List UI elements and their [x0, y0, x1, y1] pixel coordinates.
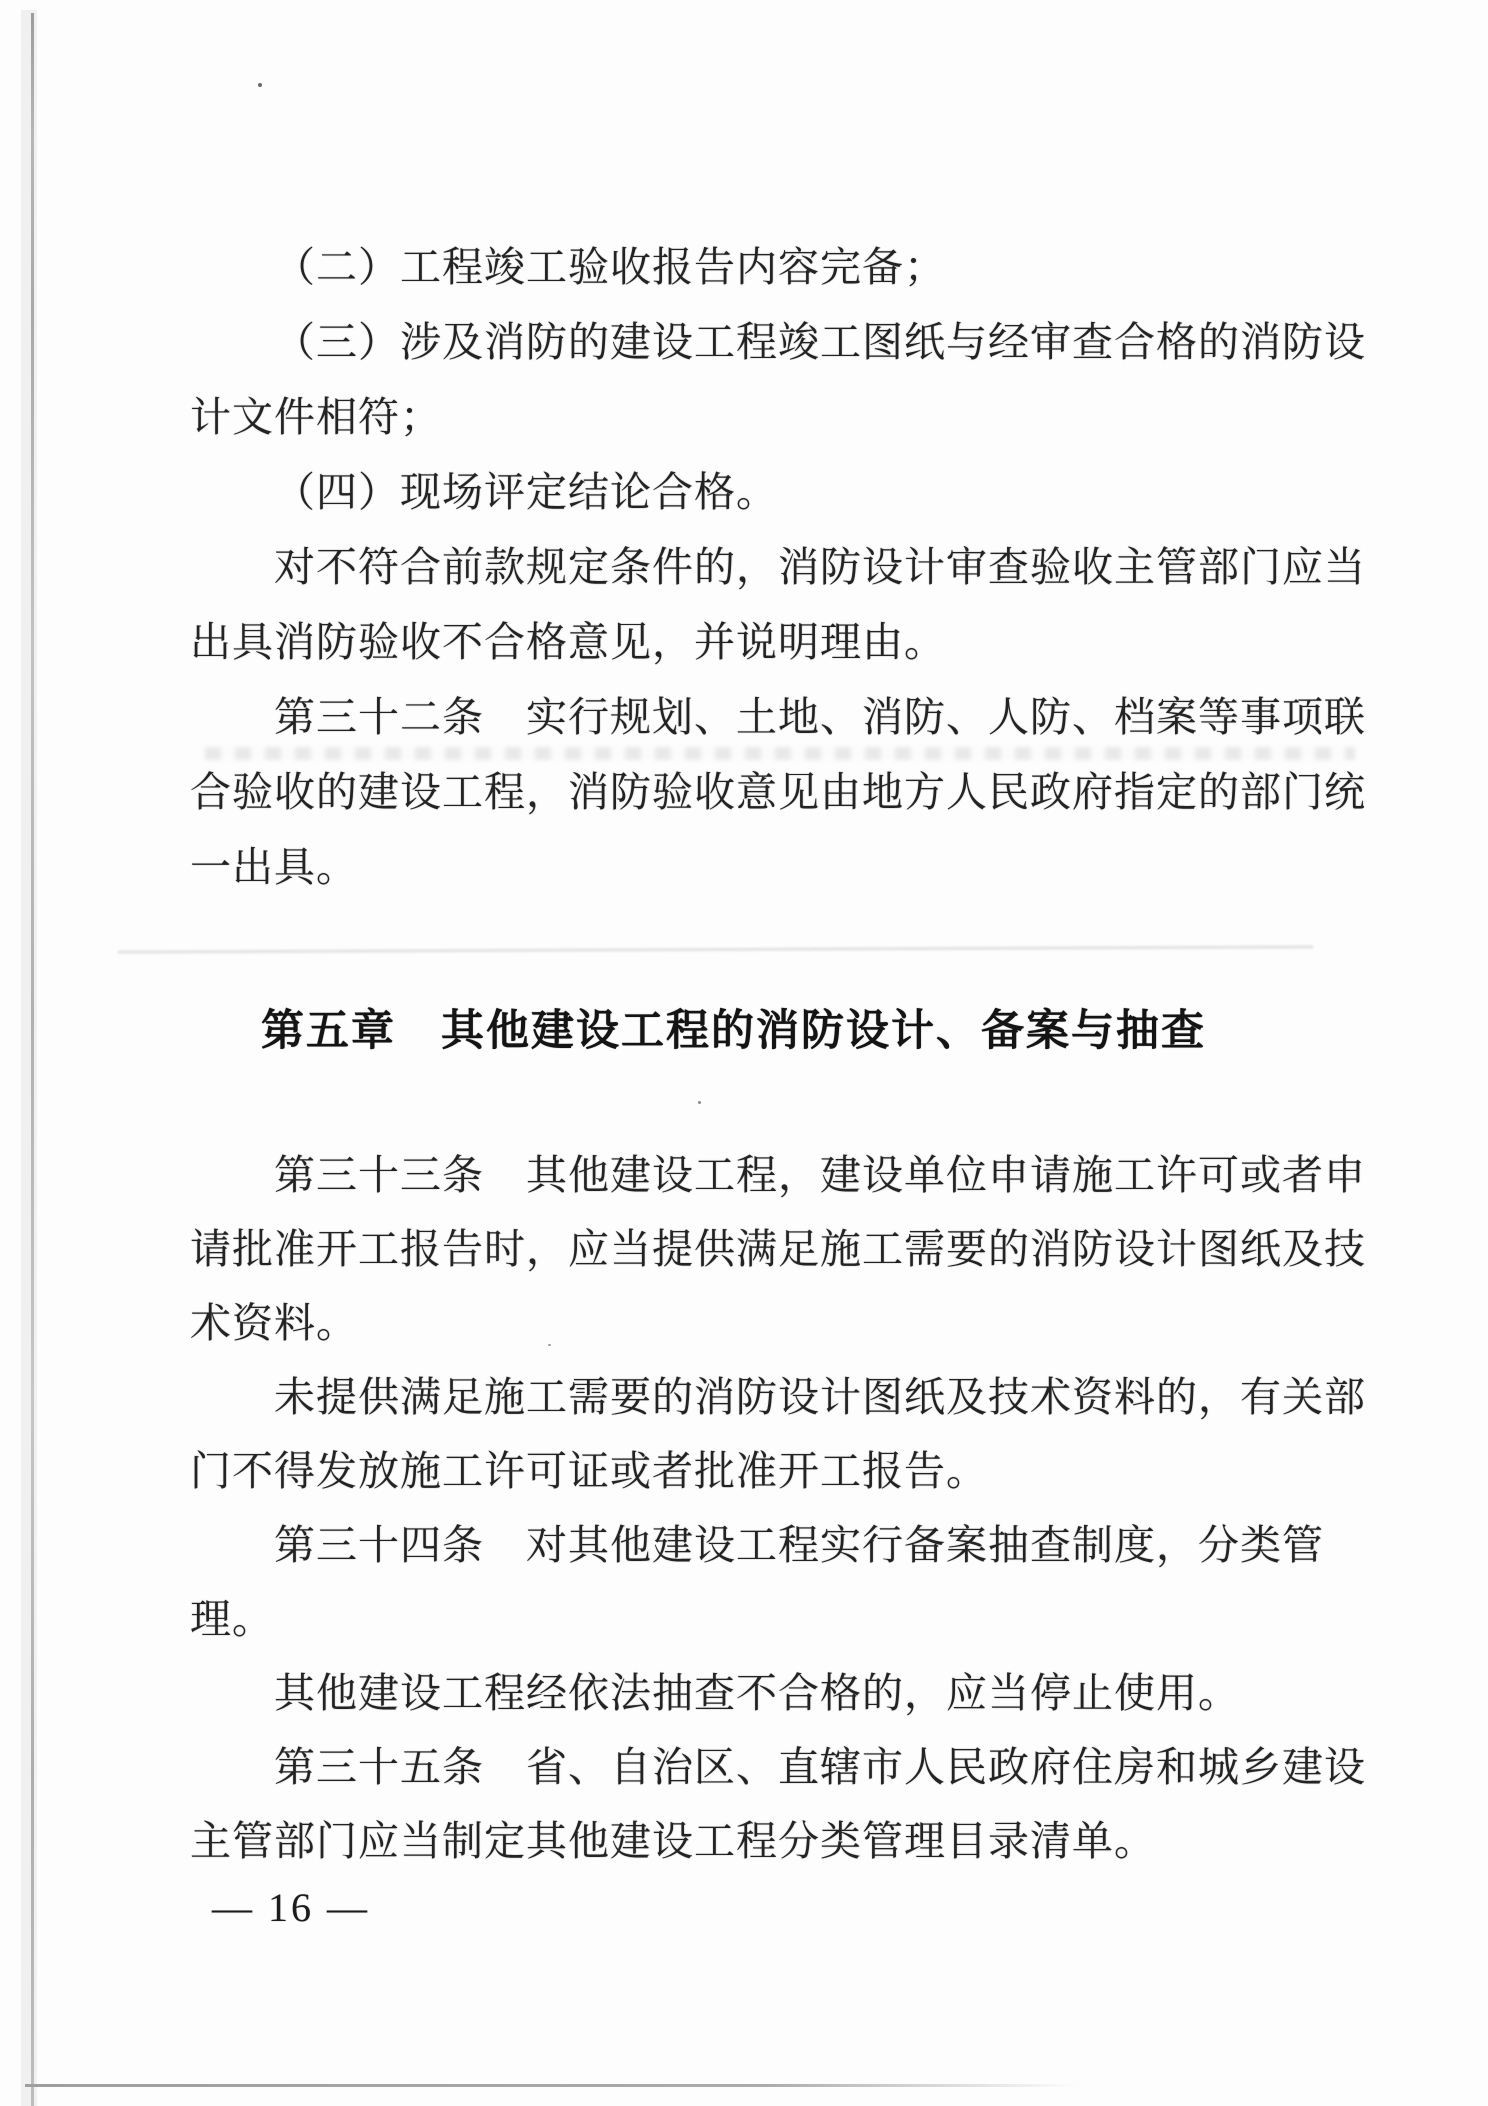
text-line: 第三十五条 省、自治区、直辖市人民政府住房和城乡建设 — [274, 1744, 1366, 1790]
ink-speck — [698, 1101, 701, 1104]
text-block-lower — [190, 1138, 1405, 1878]
text-line: （二）工程竣工验收报告内容完备； — [274, 244, 946, 290]
text-line: 出具消防验收不合格意见，并说明理由。 — [190, 619, 946, 665]
text-line: （四）现场评定结论合格。 — [274, 469, 778, 515]
text-line: 术资料。 — [190, 1300, 358, 1346]
ink-speck — [258, 83, 262, 87]
text-line: 第三十四条 对其他建设工程实行备案抽查制度，分类管 — [274, 1522, 1324, 1568]
text-line: 理。 — [190, 1596, 274, 1642]
text-line: 合验收的建设工程，消防验收意见由地方人民政府指定的部门统 — [190, 769, 1366, 815]
scan-left-edge-band — [21, 10, 37, 2106]
scan-bottom-line — [25, 2084, 1080, 2087]
chapter-heading: 第五章 其他建设工程的消防设计、备案与抽查 — [261, 1007, 1206, 1055]
text-line: 门不得发放施工许可证或者批准开工报告。 — [190, 1448, 988, 1494]
text-line: 对不符合前款规定条件的，消防设计审查验收主管部门应当 — [274, 544, 1366, 590]
chapter-heading-row — [190, 1002, 1405, 1060]
page-number: — 16 — — [212, 1885, 370, 1930]
text-line: 计文件相符； — [190, 394, 442, 440]
text-line: 未提供满足施工需要的消防设计图纸及技术资料的，有关部 — [274, 1374, 1366, 1420]
text-line: 第三十二条 实行规划、土地、消防、人防、档案等事项联 — [274, 694, 1366, 740]
text-line: 请批准开工报告时，应当提供满足施工需要的消防设计图纸及技 — [190, 1226, 1366, 1272]
text-line: 一出具。 — [190, 844, 358, 890]
text-line: 第三十三条 其他建设工程，建设单位申请施工许可或者申 — [274, 1152, 1366, 1198]
text-block-upper — [190, 230, 1405, 905]
scan-left-edge-line — [31, 13, 34, 2106]
text-line: 其他建设工程经依法抽查不合格的，应当停止使用。 — [274, 1670, 1240, 1716]
text-line: 主管部门应当制定其他建设工程分类管理目录清单。 — [190, 1818, 1156, 1864]
text-line: （三）涉及消防的建设工程竣工图纸与经审查合格的消防设 — [274, 319, 1366, 365]
scan-faint-band — [118, 945, 1313, 953]
